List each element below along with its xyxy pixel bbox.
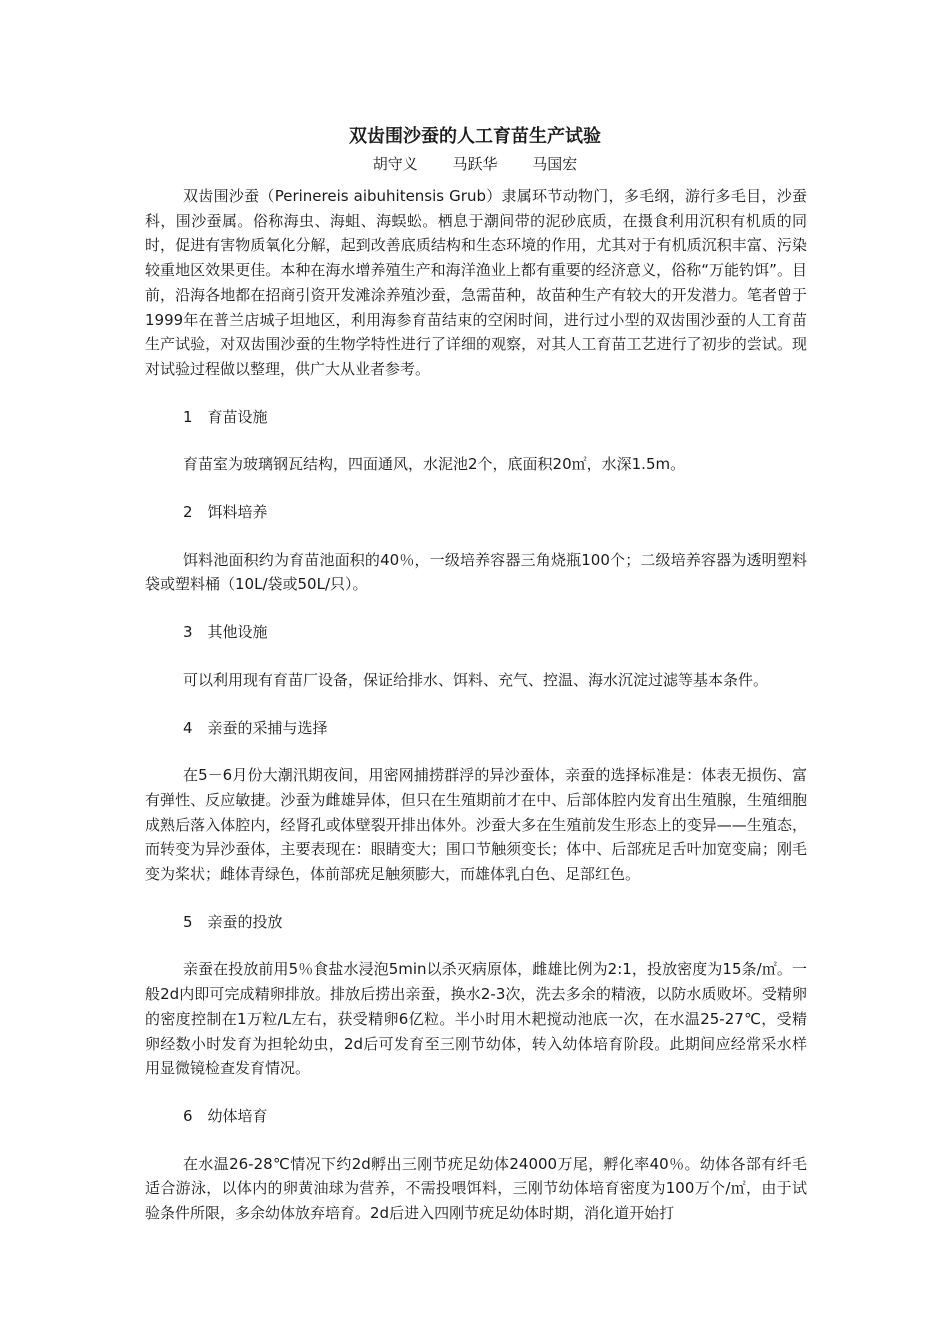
- section-heading: 1 育苗设施: [183, 407, 268, 426]
- section-heading: 6 幼体培育: [183, 1106, 268, 1125]
- author-name: 胡守义: [372, 155, 418, 173]
- intro-paragraph: 双齿围沙蚕（Perinereis aibuhitensis Grub）隶属环节动物门，多毛纲，游行多毛目，沙蚕科，围沙蚕属。俗称海虫、海蛆、海蜈蚣。栖息于潮间带的泥砂底质，在摄食利用沉积有机质的同时，促进有害物质氧化分解，起到改善底质结构和生态环境的作用，尤其对于有机质沉积丰富、污染较重地区效果更佳。本种在海水增养殖生产和海洋渔业上都有重要的经济意义，俗称“万能钓饵”。目前，沿海各地都在招商引资开发滩涂养殖沙蚕，急需苗种，故苗种生产有较大的开发潜力。笔者曾于1999年在普兰店城子坦地区，利用海参育苗结束的空闲时间，进行过小型的双齿围沙蚕的人工育苗生产试验，对双齿围沙蚕的生物学特性进行了详细的观察，对其人工育苗工艺进行了初步的尝试。现对试验过程做以整理，供广大从业者参考。: [145, 187, 807, 378]
- document-body: [145, 184, 807, 1226]
- section-paragraph: 亲蚕在投放前用5％食盐水浸泡5min以杀灭病原体，雌雄比例为2:1，投放密度为15条/㎡。一般2d内即可完成精卵排放。排放后捞出亲蚕，换水2-3次，洗去多余的精液，以防水质败坏。受精卵的密度控制在1万粒/L左右，获受精卵6亿粒。半小时用木耙搅动池底一次，在水温25-27℃，受精卵经数小时发育为担轮幼虫，2d后可发育至三刚节幼体，转入幼体培育阶段。此期间应经常采水样用显微镜检查发育情况。: [145, 960, 807, 1078]
- section-paragraph: 在水温26-28℃情况下约2d孵出三刚节疣足幼体24000万尾，孵化率40％。幼体各部有纤毛适合游泳，以体内的卵黄油球为营养，不需投喂饵料，三刚节幼体培育密度为100万个/㎡，由于试验条件所限，多余幼体放弃培育。2d后进入四刚节疣足幼体时期，消化道开始打: [145, 1154, 807, 1223]
- author-line: [0, 152, 950, 176]
- document-title: 双齿围沙蚕的人工育苗生产试验: [349, 126, 601, 147]
- author-name: 马国宏: [532, 155, 578, 173]
- author-name: 马跃华: [452, 155, 498, 173]
- section-paragraph: 育苗室为玻璃钢瓦结构，四面通风，水泥池2个，底面积20㎡，水深1.5m。: [183, 455, 686, 474]
- section-paragraph: 在5－6月份大潮汛期夜间，用密网捕捞群浮的异沙蚕体，亲蚕的选择标准是：体表无损伤、富有弹性、反应敏捷。沙蚕为雌雄异体，但只在生殖期前才在中、后部体腔内发育出生殖腺，生殖细胞成熟后落入体腔内，经肾孔或体壁裂开排出体外。沙蚕大多在生殖前发生形态上的变异——生殖态，而转变为异沙蚕体，主要表现在：眼睛变大；围口节触须变长；体中、后部疣足舌叶加宽变扁；刚毛变为桨状；雌体青绿色，体前部疣足触须膨大，而雄体乳白色、足部红色。: [145, 766, 807, 884]
- section-paragraph: 可以利用现有育苗厂设备，保证给排水、饵料、充气、控温、海水沉淀过滤等基本条件。: [183, 670, 769, 689]
- section-paragraph: 饵料池面积约为育苗池面积的40％，一级培养容器三角烧瓶100个；二级培养容器为透明塑料袋或塑料桶（10L/袋或50L/只）。: [145, 550, 807, 594]
- section-heading: 2 饵料培养: [183, 503, 268, 522]
- section-heading: 5 亲蚕的投放: [183, 912, 283, 931]
- section-heading: 3 其他设施: [183, 623, 268, 642]
- section-heading: 4 亲蚕的采捕与选择: [183, 718, 328, 737]
